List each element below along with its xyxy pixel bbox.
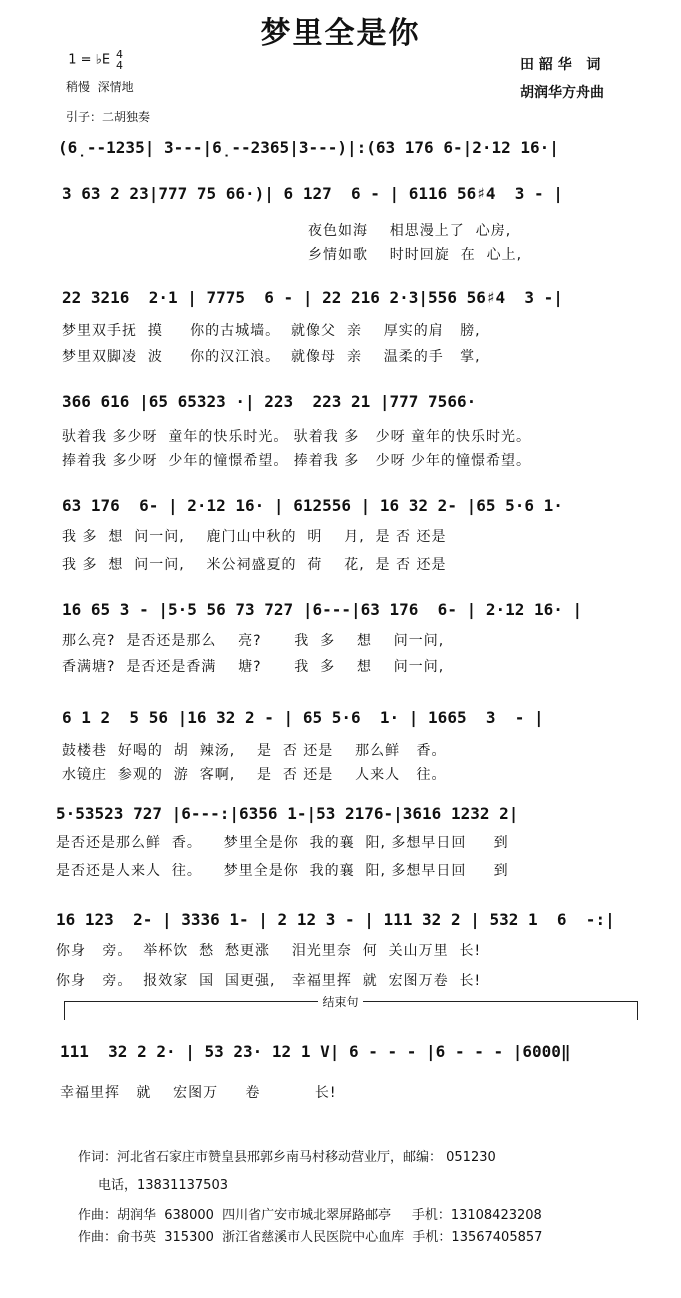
ending-label-text: 结束句 <box>318 995 362 1009</box>
footer-phone: 电话，13831137503 <box>98 1178 228 1193</box>
score-line-1-notes: (6̣--1235| 3---|6̣--2365|3---)|:(63 176 6-|2·12 16·| <box>58 138 559 157</box>
score-line-3-notes: 22 3216 2·1 | 7775 6 - | 22 216 2·3|556 56♯4 3 -| <box>62 288 563 307</box>
score-line-3-lyric-1: 梦里双手抚 摸 你的古城墙。 就像父 亲 厚实的肩 膀, <box>62 323 481 339</box>
footer-lyricist-address: 作词：河北省石家庄市赞皇县邢郭乡南马村移动营业厅，邮编： 051230 <box>78 1150 496 1165</box>
score-line-2-notes: 3 63 2 23|777 75 66·)| 6 127 6 - | 6116 56♯4 3 - | <box>62 184 563 203</box>
score-line-2-lyric-1: 夜色如海 相思漫上了 心房, <box>308 223 512 239</box>
time-bottom: 4 <box>116 59 124 72</box>
score-line-10-lyric-1: 幸福里挥 就 宏图万 卷 长! <box>60 1085 337 1101</box>
key-label: 1 = ♭E <box>68 52 111 68</box>
score-line-5-notes: 63 176 6- | 2·12 16· | 612556 | 16 32 2- |65 5·6 1· <box>62 496 563 515</box>
composer-credit: 胡润华方舟曲 <box>520 85 604 101</box>
score-line-6-notes: 16 65 3 - |5·5 56 73 727 |6---|63 176 6- | 2·12 16· | <box>62 600 583 619</box>
score-line-10-notes: 111 32 2 2· | 53 23· 12 1 V| 6 - - - |6 - - - |6000‖ <box>60 1042 571 1061</box>
score-line-9-lyric-1: 你身 旁。 举杯饮 愁 愁更涨 泪光里奈 何 关山万里 长! <box>56 943 482 959</box>
key-signature <box>60 34 123 71</box>
time-top: 4 <box>116 48 124 61</box>
score-line-4-lyric-1: 驮着我 多少呀 童年的快乐时光。 驮着我 多 少呀 童年的快乐时光。 <box>62 429 532 445</box>
score-line-5-lyric-1: 我 多 想 问一问, 鹿门山中秋的 明 月, 是 否 还是 <box>62 529 447 545</box>
score-line-8-notes: 5·53523 727 |6---:|6356 1-|53 2176-|3616 1232 2| <box>56 804 519 823</box>
score-line-8-lyric-1: 是否还是那么鲜 香。 梦里全是你 我的襄 阳, 多想早日回 到 <box>56 835 509 851</box>
score-line-5-lyric-2: 我 多 想 问一问, 米公祠盛夏的 荷 花, 是 否 还是 <box>62 557 447 573</box>
score-line-4-notes: 366 616 |65 65323 ·| 223 223 21 |777 7566· <box>62 392 477 411</box>
score-line-2-lyric-2: 乡情如歌 时时回旋 在 心上, <box>308 247 523 263</box>
score-line-9-notes: 16 123 2- | 3336 1- | 2 12 3 - | 111 32 2 | 532 1 6 -:| <box>56 910 615 929</box>
score-line-6-lyric-1: 那么亮? 是否还是那么 亮? 我 多 想 问一问, <box>62 633 445 649</box>
score-line-7-notes: 6 1 2 5 56 |16 32 2 - | 65 5·6 1· | 1665 3 - | <box>62 708 544 727</box>
tempo-marking: 稍慢 深情地 <box>66 80 134 94</box>
intro-marking: 引子：二胡独奏 <box>66 110 151 124</box>
footer-composer-1: 作曲：胡润华 638000 四川省广安市城北翠屏路邮亭 手机：13108423208 <box>78 1208 542 1223</box>
score-line-7-lyric-1: 鼓楼巷 好喝的 胡 辣汤, 是 否 还是 那么鲜 香。 <box>62 743 447 759</box>
score-line-8-lyric-2: 是否还是人来人 往。 梦里全是你 我的襄 阳, 多想早日回 到 <box>56 863 509 879</box>
song-title: 梦里全是你 <box>260 16 421 51</box>
lyricist-credit: 田 韶 华 词 <box>520 57 601 73</box>
score-line-9-lyric-2: 你身 旁。 报效家 国 国更强, 幸福里挥 就 宏图万卷 长! <box>56 973 482 989</box>
score-line-6-lyric-2: 香满塘? 是否还是香满 塘? 我 多 想 问一问, <box>62 659 445 675</box>
ending-label <box>0 993 681 1010</box>
score-line-7-lyric-2: 水镜庄 参观的 游 客啊, 是 否 还是 人来人 往。 <box>62 767 447 783</box>
time-signature <box>116 49 123 71</box>
score-line-4-lyric-2: 捧着我 多少呀 少年的憧憬希望。 捧着我 多 少呀 少年的憧憬希望。 <box>62 453 532 469</box>
score-line-3-lyric-2: 梦里双脚凌 波 你的汉江浪。 就像母 亲 温柔的手 掌, <box>62 349 481 365</box>
footer-composer-2: 作曲：俞书英 315300 浙江省慈溪市人民医院中心血库 手机：13567405857 <box>78 1230 543 1245</box>
